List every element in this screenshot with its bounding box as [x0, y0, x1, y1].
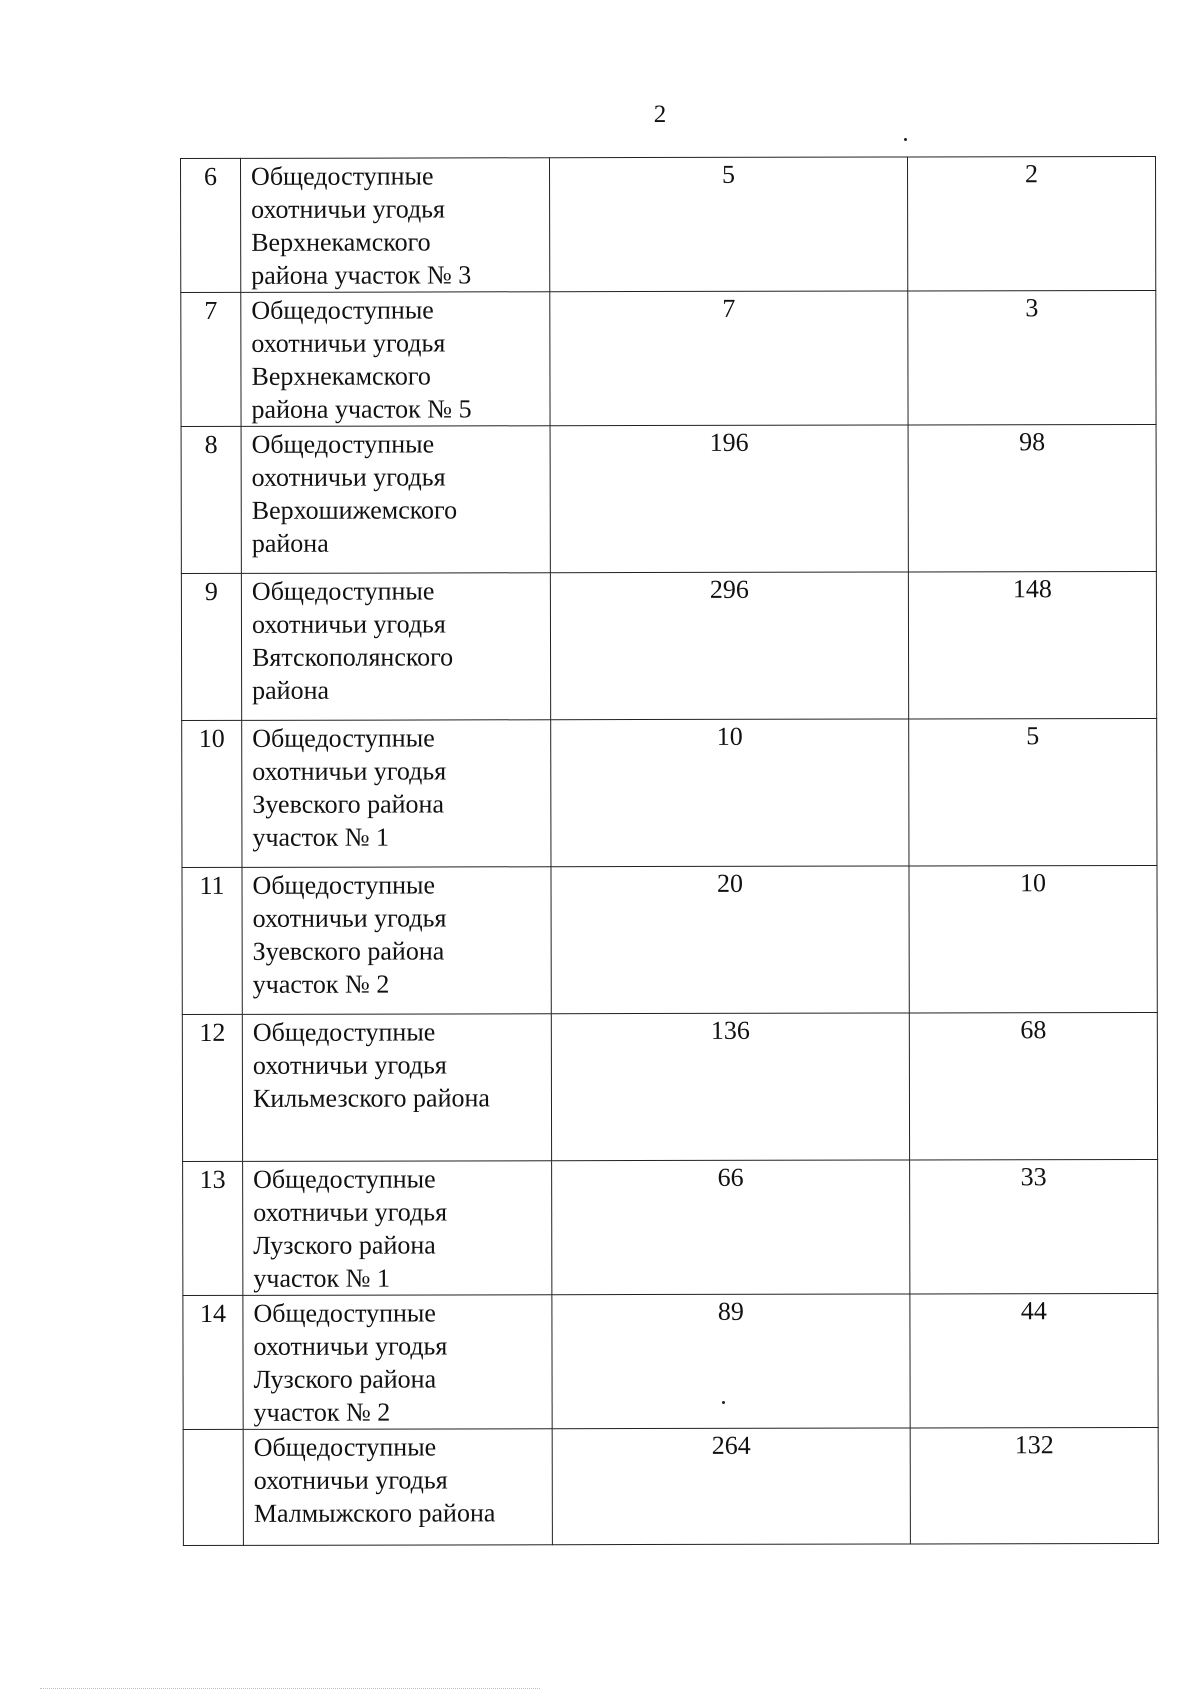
- row-name-line: Общедоступные: [251, 161, 434, 191]
- row-name-line: участок № 2: [253, 1397, 391, 1427]
- row-name-line: участок № 1: [252, 822, 390, 852]
- row-value-2: 3: [908, 290, 1156, 425]
- row-name-line: охотничьи угодья: [253, 1197, 448, 1227]
- row-name-line: охотничьи угодья: [253, 1465, 448, 1495]
- row-name-line: района участок № 5: [251, 394, 472, 424]
- row-name-line: Общедоступные: [251, 576, 435, 606]
- row-name-line: Общедоступные: [253, 1164, 436, 1194]
- row-value-2: 5: [909, 718, 1157, 866]
- row-name: [242, 867, 551, 1015]
- row-number: 13: [183, 1161, 243, 1295]
- row-name: [243, 1429, 552, 1546]
- scan-speck: [904, 138, 907, 141]
- row-value-1: 20: [551, 866, 909, 1014]
- row-name: [242, 1014, 551, 1162]
- table-row: [183, 1159, 1158, 1295]
- row-name-line: Лузского района: [253, 1364, 437, 1394]
- row-name-line: Малмыжского района: [253, 1498, 496, 1528]
- row-name-line: охотничьи угодья: [252, 756, 447, 786]
- row-value-2: 132: [910, 1427, 1158, 1544]
- row-name-line: Общедоступные: [252, 1017, 436, 1047]
- row-name-line: Общедоступные: [251, 295, 434, 325]
- table-row: [182, 718, 1157, 867]
- row-name-line: района: [252, 675, 330, 705]
- row-name-line: Кильмезского района: [252, 1083, 490, 1113]
- row-number: 12: [182, 1014, 242, 1161]
- row-name-line: Верхнекамского: [251, 361, 431, 391]
- row-number: [183, 1429, 243, 1545]
- row-name-line: Общедоступные: [253, 1432, 437, 1462]
- row-value-1: 89: [552, 1294, 910, 1429]
- row-name-line: Общедоступные: [253, 1298, 436, 1328]
- row-name-line: охотничьи угодья: [251, 194, 446, 224]
- row-name-line: Зуевского района: [252, 936, 445, 966]
- page-number: 2: [653, 101, 667, 128]
- row-value-1: 5: [550, 157, 908, 292]
- table-row: [183, 1427, 1158, 1545]
- row-name: [243, 1161, 552, 1296]
- row-value-2: 2: [907, 156, 1155, 291]
- table-row: [182, 865, 1157, 1014]
- row-name-line: района участок № 3: [251, 260, 472, 290]
- row-name: [241, 292, 550, 427]
- row-name-line: Верхошижемского: [251, 495, 458, 525]
- row-name-line: Общедоступные: [252, 870, 436, 900]
- row-number: 7: [181, 292, 241, 426]
- row-name-line: Общедоступные: [252, 723, 435, 753]
- row-number: 9: [181, 573, 241, 720]
- row-value-1: 296: [550, 572, 908, 720]
- row-name: [241, 426, 550, 574]
- scan-noise: [40, 1688, 540, 1692]
- row-value-1: 7: [550, 291, 908, 426]
- row-name-line: охотничьи угодья: [251, 328, 446, 358]
- row-name-line: охотничьи угодья: [252, 903, 447, 933]
- row-name-line: Лузского района: [253, 1230, 436, 1260]
- row-name-line: охотничьи угодья: [252, 1050, 447, 1080]
- row-value-2: 10: [909, 865, 1157, 1013]
- row-number: 8: [181, 426, 241, 573]
- row-name-line: охотничьи угодья: [251, 609, 446, 639]
- row-name: [241, 573, 550, 721]
- row-name-line: охотничьи угодья: [253, 1331, 448, 1361]
- row-name: [243, 1295, 552, 1430]
- row-name: [241, 158, 550, 293]
- row-value-1: 264: [552, 1428, 910, 1545]
- row-value-2: 33: [910, 1159, 1158, 1294]
- row-number: 14: [183, 1295, 243, 1429]
- row-name-line: района: [251, 528, 329, 558]
- row-name-line: участок № 2: [252, 969, 390, 999]
- table-row: [181, 156, 1156, 292]
- table-row: [182, 1012, 1157, 1161]
- row-value-1: 136: [551, 1013, 909, 1161]
- table-row: [181, 290, 1156, 426]
- table-row: [183, 1293, 1158, 1429]
- row-number: 11: [182, 867, 242, 1014]
- row-value-1: 10: [551, 719, 909, 867]
- row-name-line: Вятскополянского: [252, 642, 454, 672]
- row-value-1: 196: [550, 425, 908, 573]
- row-number: 6: [181, 158, 241, 292]
- row-name-line: Общедоступные: [251, 429, 435, 459]
- row-name-line: охотничьи угодья: [251, 462, 446, 492]
- hunting-grounds-table: [180, 156, 1159, 1546]
- row-number: 10: [182, 720, 242, 867]
- table-row: [181, 424, 1156, 573]
- row-value-2: 148: [908, 571, 1156, 719]
- row-value-2: 98: [908, 424, 1156, 572]
- row-name-line: Зуевского района: [252, 789, 445, 819]
- row-value-2: 68: [909, 1012, 1157, 1160]
- row-name-line: участок № 1: [253, 1263, 391, 1293]
- row-name: [242, 720, 551, 868]
- row-value-2: 44: [910, 1293, 1158, 1428]
- row-value-1: 66: [552, 1160, 910, 1295]
- table-row: [181, 571, 1156, 720]
- row-name-line: Верхнекамского: [251, 227, 431, 257]
